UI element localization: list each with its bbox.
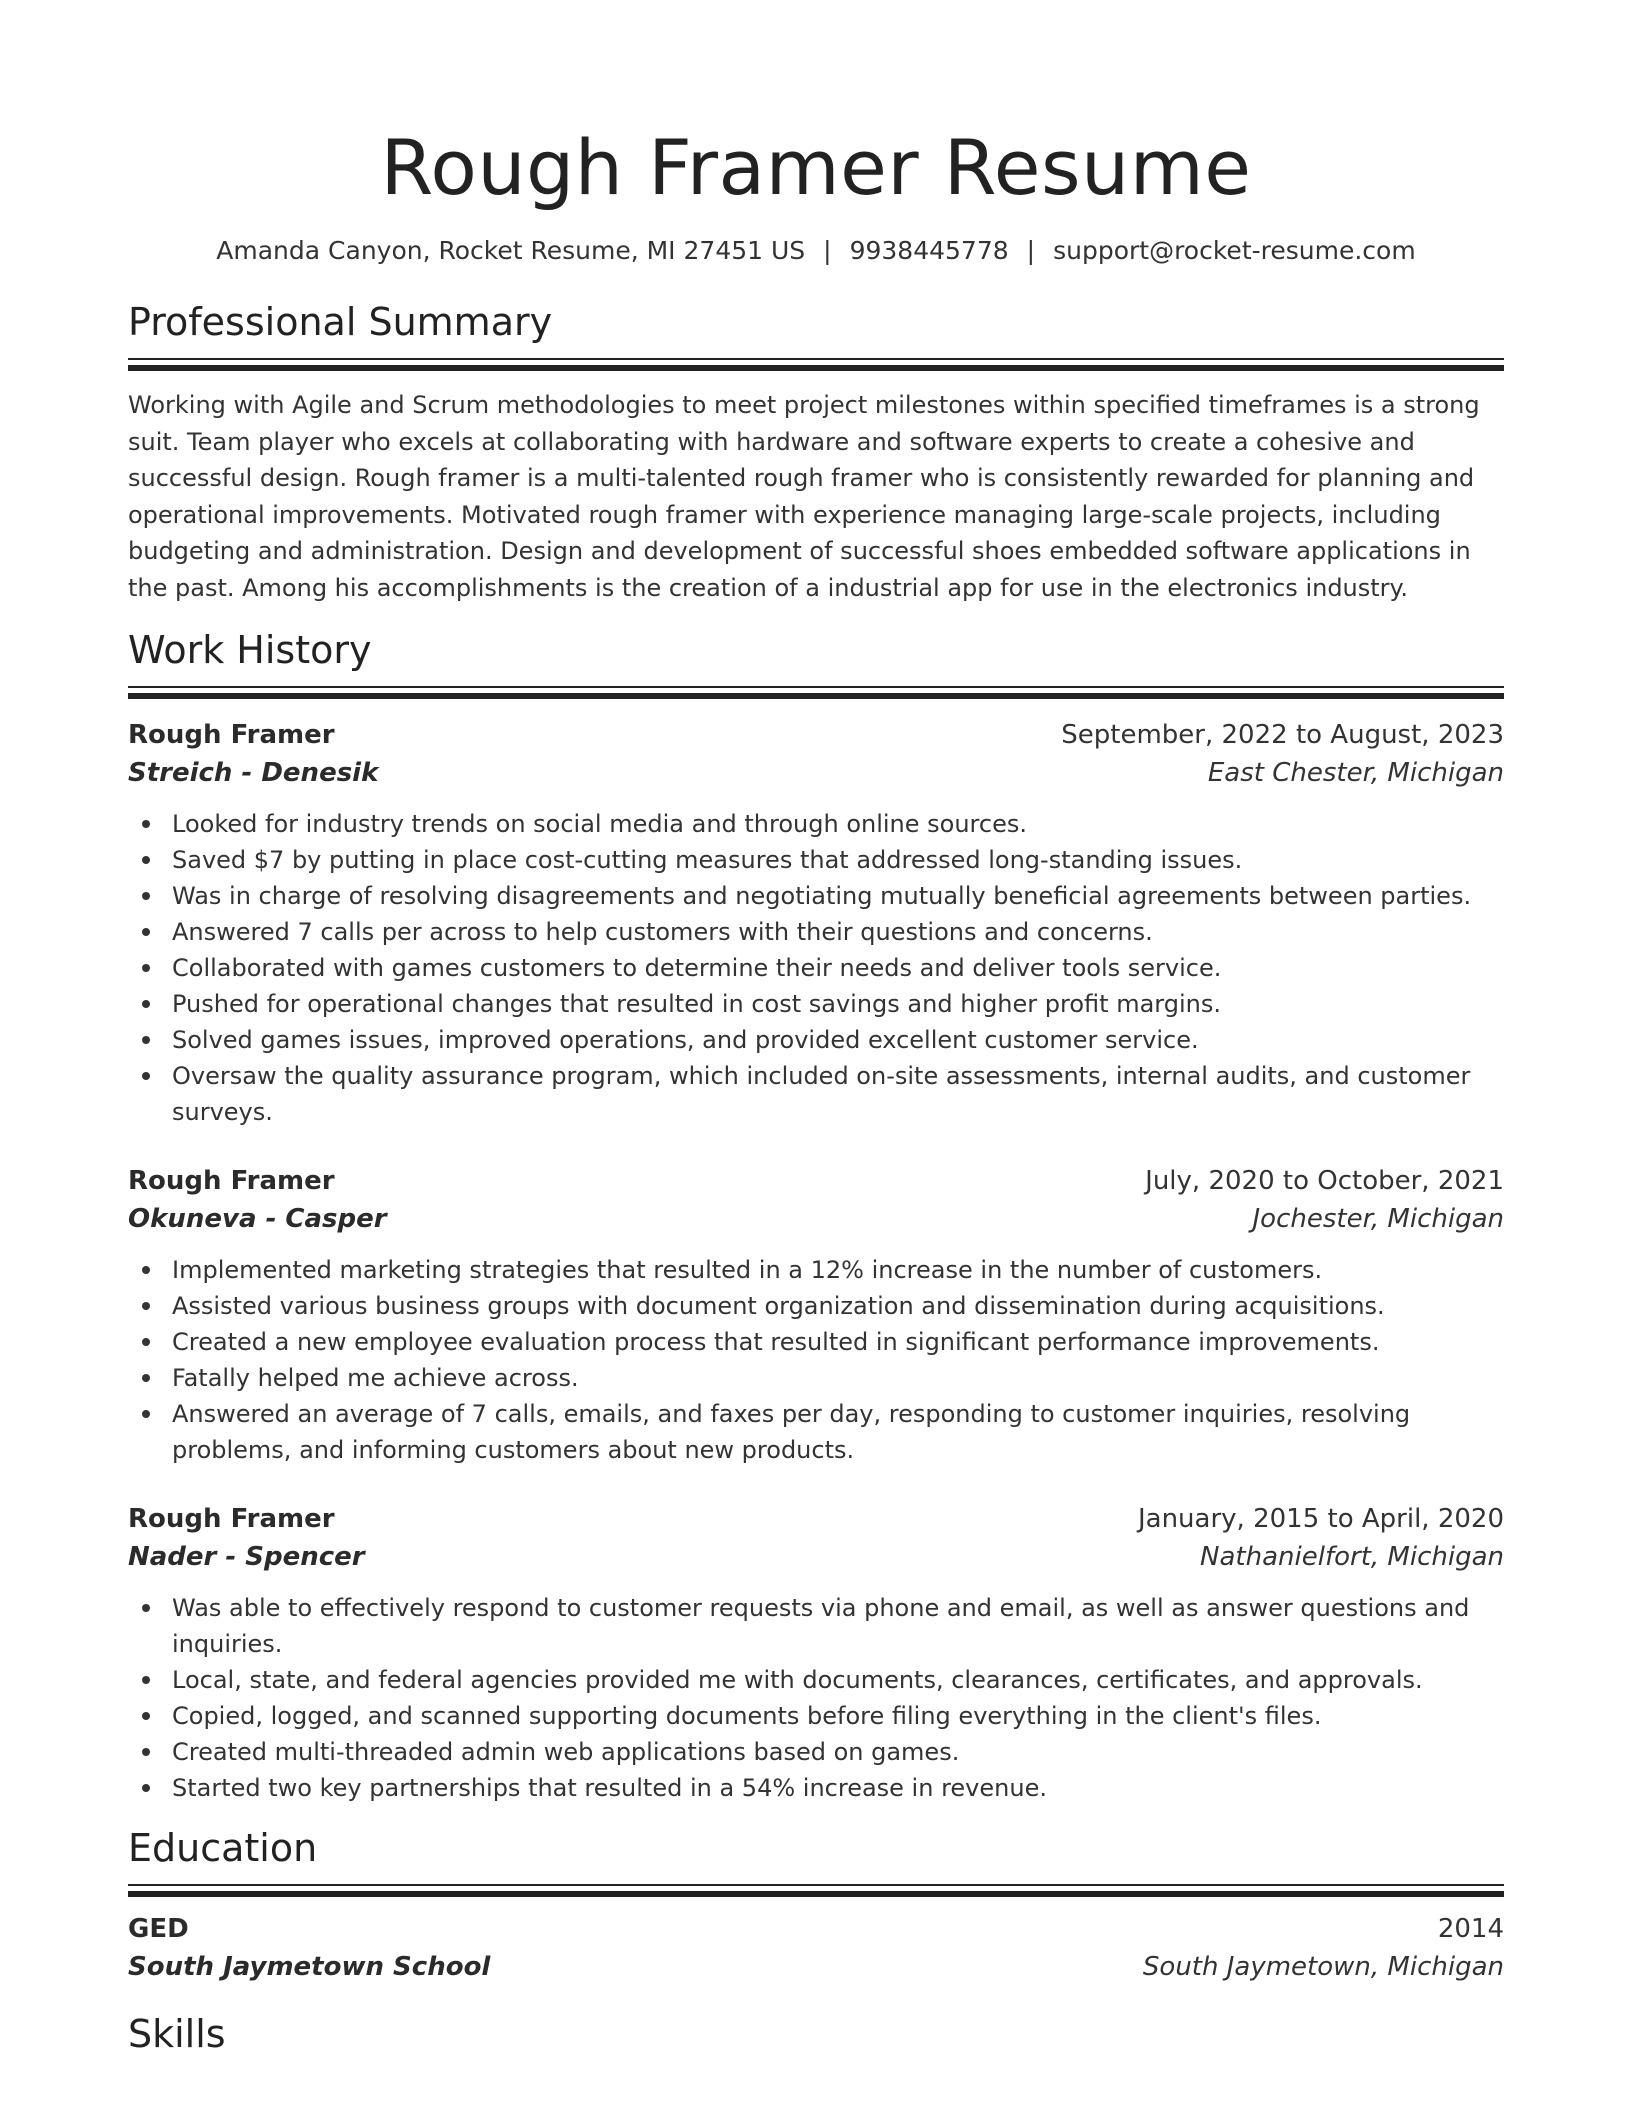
- job-title: Rough Framer: [128, 720, 335, 750]
- summary-section: [128, 298, 1504, 606]
- job-bullet: Oversaw the quality assurance program, which included on-site assessments, internal audits, and customer surveys.: [128, 1058, 1504, 1130]
- education-school: South Jaymetown School: [128, 1952, 491, 1982]
- job-location: Nathanielfort, Michigan: [1200, 1542, 1504, 1572]
- job-company: Streich - Denesik: [128, 758, 379, 788]
- job-entry: [128, 716, 1504, 1130]
- contact-address: Amanda Canyon, Rocket Resume, MI 27451 US: [216, 236, 806, 265]
- job-bullet: Answered 7 calls per across to help customers with their questions and concerns.: [128, 914, 1504, 950]
- job-header-row: [128, 1500, 1504, 1538]
- section-heading: Professional Summary: [128, 300, 553, 344]
- job-location: Jochester, Michigan: [1252, 1204, 1504, 1234]
- education-header-row: [128, 1910, 1504, 1948]
- job-bullet: Pushed for operational changes that resulted in cost savings and higher profit margins.: [128, 986, 1504, 1022]
- job-header-row: [128, 1162, 1504, 1200]
- contact-phone: 9938445778: [849, 236, 1009, 265]
- page-title: Rough Framer Resume: [380, 123, 1252, 212]
- summary-text: Working with Agile and Scrum methodologies to meet project milestones within specified timeframes is a strong suit. Team player who excels at collaborating with hardware and software experts to create a cohesive and successful design. Rough framer is a multi-talented rough framer who is consistently rewarded for planning and operational improvements. Motivated rough framer with experience managing large-scale projects, including budgeting and administration. Design and development of successful shoes embedded software applications in the past. Among his accomplishments is the creation of a industrial app for use in the electronics industry.: [128, 391, 1480, 602]
- job-bullet: Was able to effectively respond to customer requests via phone and email, as well as answer questions and inquiries.: [128, 1590, 1504, 1662]
- section-heading: Work History: [128, 628, 372, 672]
- job-bullet: Copied, logged, and scanned supporting documents before filing everything in the client's files.: [128, 1698, 1504, 1734]
- job-bullets: [128, 1252, 1504, 1468]
- section-divider: [128, 686, 1504, 698]
- job-title: Rough Framer: [128, 1166, 335, 1196]
- job-header-row: [128, 716, 1504, 754]
- job-bullet: Collaborated with games customers to determine their needs and deliver tools service.: [128, 950, 1504, 986]
- job-bullet: Was in charge of resolving disagreements and negotiating mutually beneficial agreements between parties.: [128, 878, 1504, 914]
- job-bullets: [128, 1590, 1504, 1806]
- job-company: Nader - Spencer: [128, 1542, 365, 1572]
- education-degree: GED: [128, 1914, 189, 1944]
- education-school-row: [128, 1948, 1504, 1986]
- job-bullet: Saved $7 by putting in place cost-cutting measures that addressed long-standing issues.: [128, 842, 1504, 878]
- job-title: Rough Framer: [128, 1504, 335, 1534]
- job-bullet: Implemented marketing strategies that resulted in a 12% increase in the number of customers.: [128, 1252, 1504, 1288]
- job-bullet: Assisted various business groups with document organization and dissemination during acquisitions.: [128, 1288, 1504, 1324]
- section-divider: [128, 1884, 1504, 1896]
- contact-email: support@rocket-resume.com: [1053, 236, 1416, 265]
- job-bullet: Answered an average of 7 calls, emails, and faxes per day, responding to customer inquiries, resolving problems, and informing customers about new products.: [128, 1396, 1504, 1468]
- section-heading: Skills: [128, 2012, 226, 2056]
- job-company-row: [128, 754, 1504, 792]
- job-bullets: [128, 806, 1504, 1130]
- job-bullet: Local, state, and federal agencies provided me with documents, clearances, certificates, and approvals.: [128, 1662, 1504, 1698]
- section-divider: [128, 358, 1504, 370]
- job-bullet: Created a new employee evaluation process that resulted in significant performance improvements.: [128, 1324, 1504, 1360]
- contact-separator: |: [823, 236, 832, 265]
- job-bullet: Fatally helped me achieve across.: [128, 1360, 1504, 1396]
- contact-separator: |: [1026, 236, 1036, 265]
- education-year: 2014: [1437, 1914, 1504, 1944]
- contact-line: [128, 234, 1504, 268]
- job-dates: September, 2022 to August, 2023: [1061, 720, 1504, 750]
- job-bullet: Created multi-threaded admin web applications based on games.: [128, 1734, 1504, 1770]
- job-company-row: [128, 1538, 1504, 1576]
- education-location: South Jaymetown, Michigan: [1142, 1952, 1504, 1982]
- job-company-row: [128, 1200, 1504, 1238]
- job-entry: [128, 1500, 1504, 1806]
- education-entry: [128, 1910, 1504, 1986]
- skills-section: [128, 2010, 1504, 2058]
- job-company: Okuneva - Casper: [128, 1204, 387, 1234]
- work-history-section: [128, 626, 1504, 1806]
- education-section: [128, 1824, 1504, 1986]
- job-entry: [128, 1162, 1504, 1468]
- job-bullet: Looked for industry trends on social media and through online sources.: [128, 806, 1504, 842]
- job-dates: January, 2015 to April, 2020: [1137, 1504, 1504, 1534]
- job-bullet: Started two key partnerships that resulted in a 54% increase in revenue.: [128, 1770, 1504, 1806]
- job-bullet: Solved games issues, improved operations, and provided excellent customer service.: [128, 1022, 1504, 1058]
- section-heading: Education: [128, 1826, 318, 1870]
- job-dates: July, 2020 to October, 2021: [1145, 1166, 1504, 1196]
- job-location: East Chester, Michigan: [1207, 758, 1504, 788]
